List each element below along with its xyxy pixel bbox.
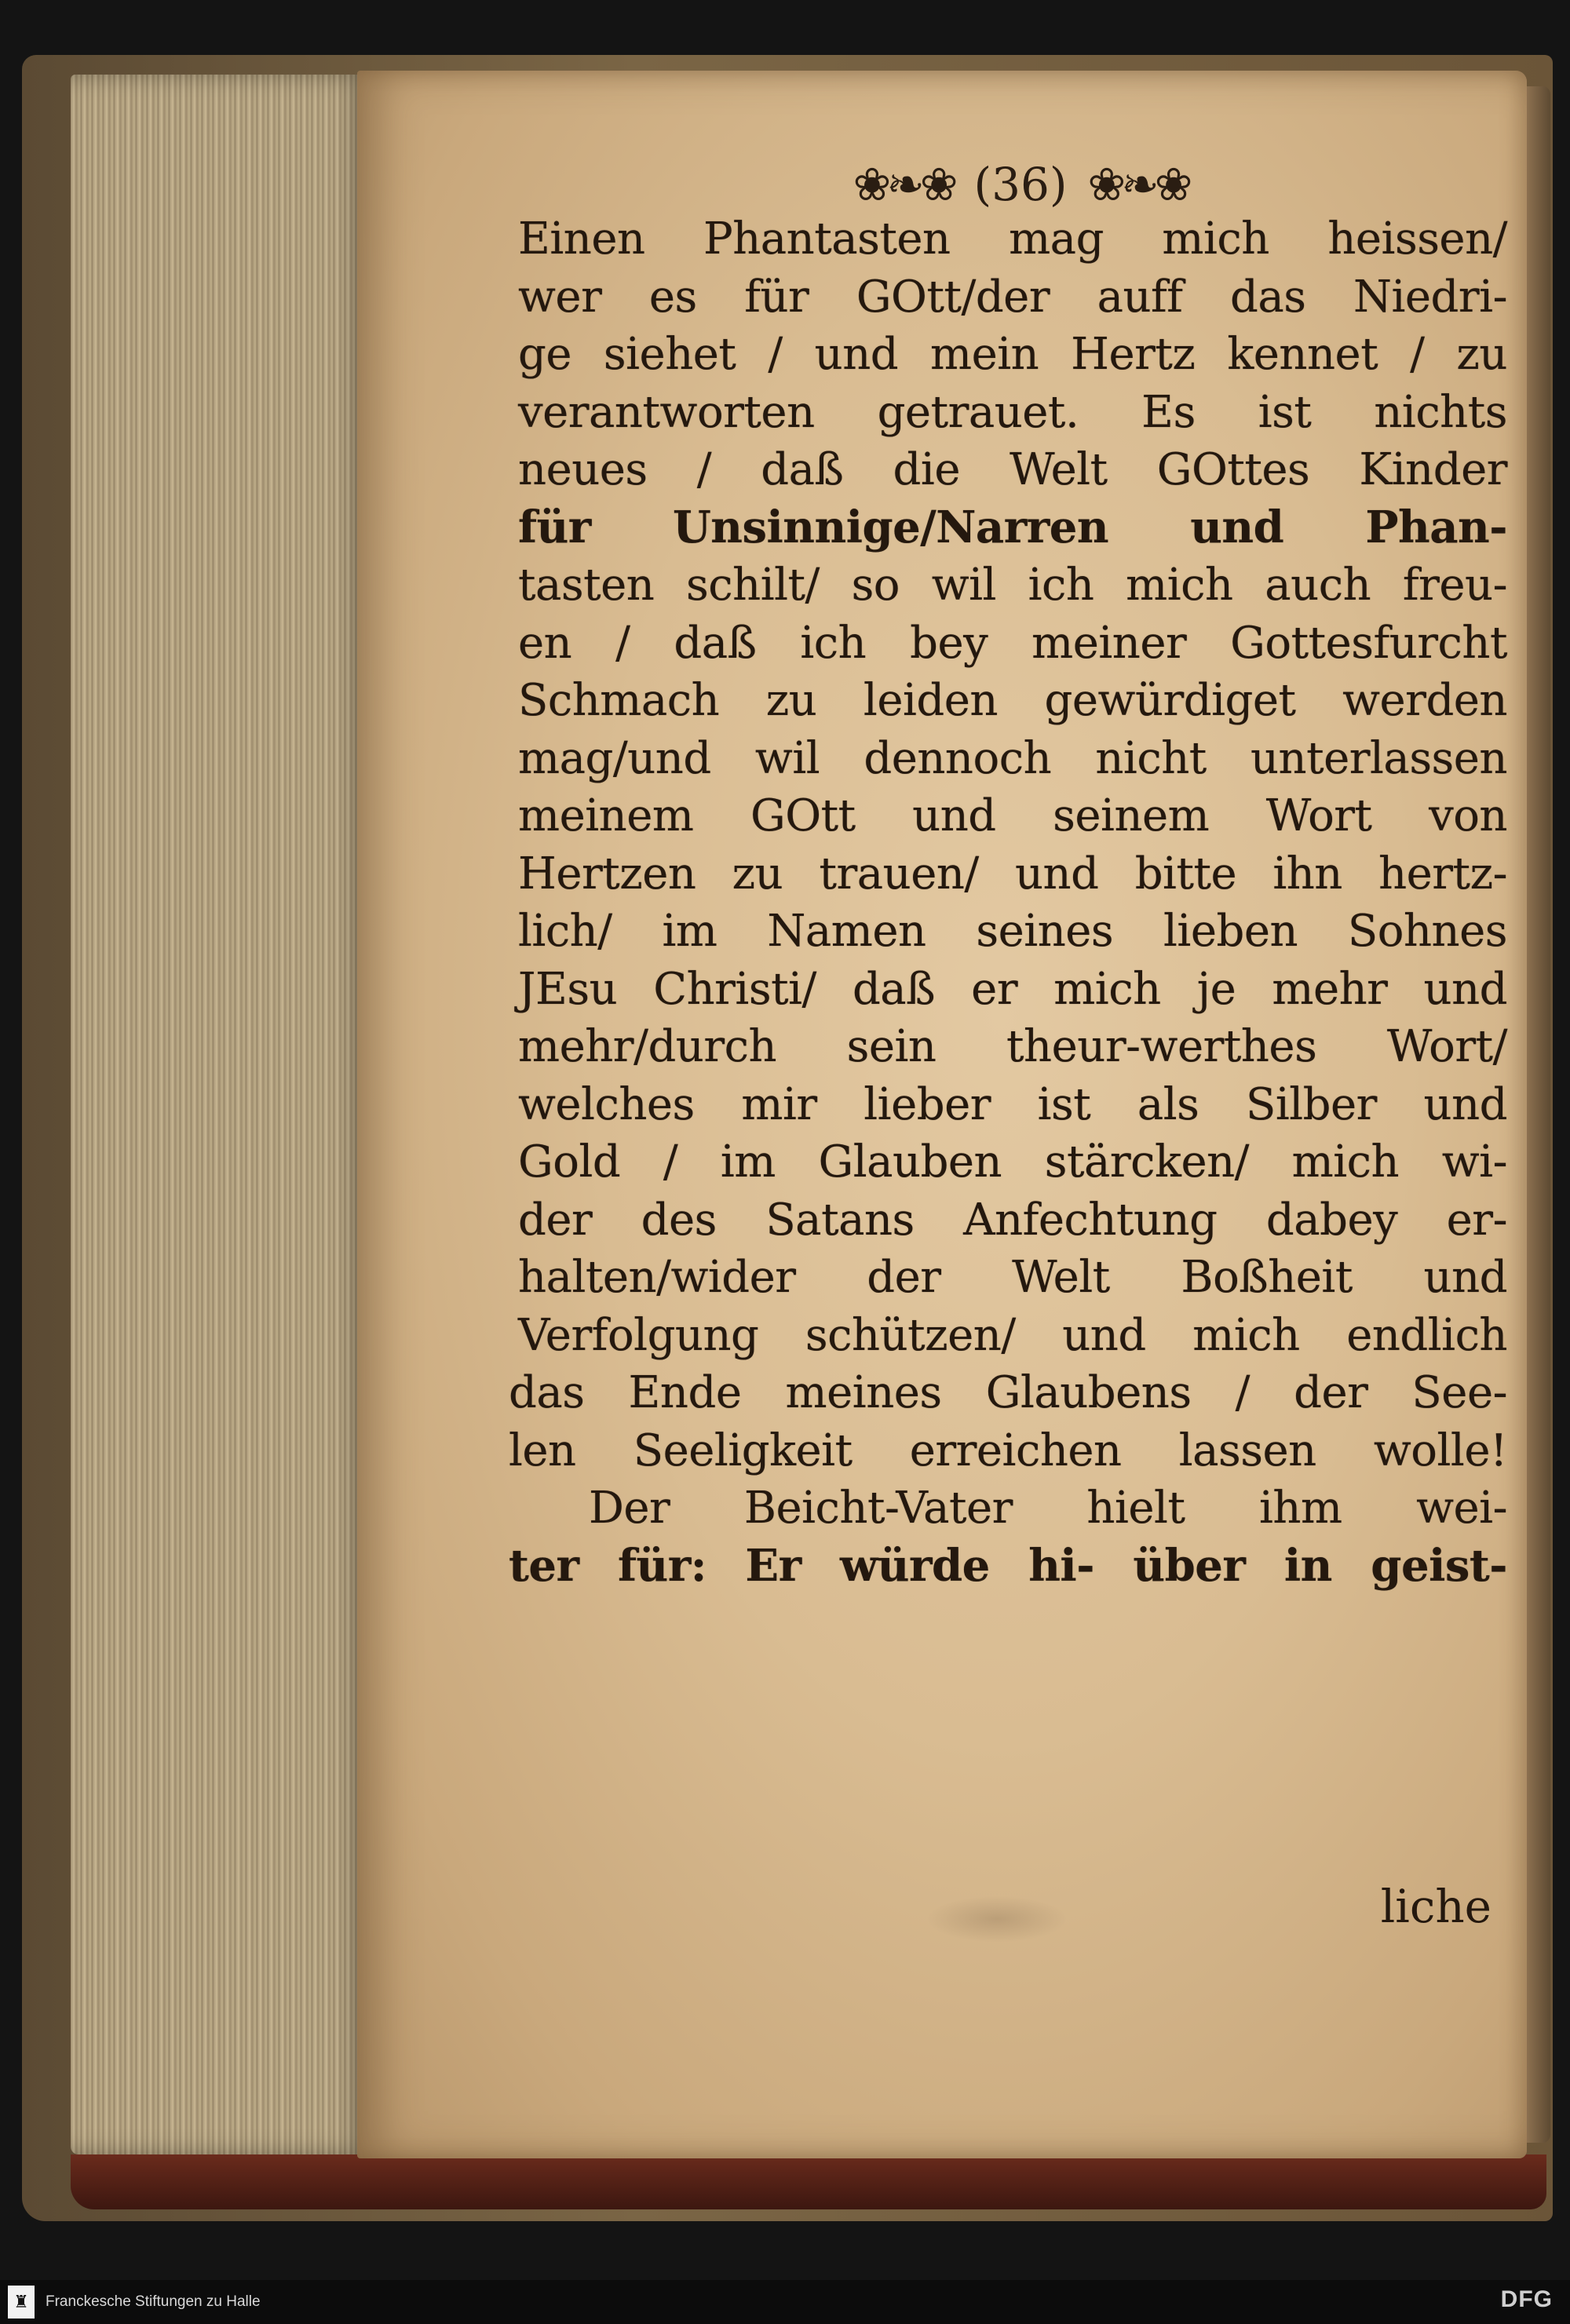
dfg-logo[interactable]: DFG bbox=[1500, 2286, 1553, 2312]
text-line: welches mir lieber ist als Silber und bbox=[518, 1078, 1507, 1130]
body-text bbox=[509, 210, 1507, 1595]
text-line: en / daß ich bey meiner Gottesfurcht bbox=[518, 617, 1507, 669]
page-number: (36) bbox=[973, 158, 1068, 211]
text-line: halten/wider der Welt Boßheit und bbox=[518, 1252, 1507, 1303]
text-line: tasten schilt/ so wil ich mich auch freu- bbox=[518, 560, 1507, 611]
page-right-edge bbox=[1527, 86, 1550, 2143]
text-line: Hertzen zu trauen/ und bitte ihn hertz- bbox=[518, 848, 1507, 899]
institution-logo-icon[interactable]: ♜ bbox=[8, 2286, 35, 2319]
text-line: ter für: Er würde hi- über in geist- bbox=[509, 1539, 1507, 1592]
text-line: für Unsinnige/Narren und Phan- bbox=[518, 501, 1507, 553]
text-line: JEsu Christi/ daß er mich je mehr und bbox=[518, 963, 1507, 1015]
text-line: das Ende meines Glaubens / der See- bbox=[509, 1367, 1507, 1418]
text-line: Der Beicht-Vater hielt ihm wei- bbox=[589, 1483, 1507, 1534]
text-line: meinem GOtt und seinem Wort von bbox=[518, 790, 1507, 841]
text-line: wer es für GOtt/der auff das Niedri- bbox=[518, 271, 1507, 323]
text-line: lich/ im Namen seines lieben Sohnes bbox=[518, 906, 1507, 957]
ornament-right-icon: ❀❧❀ bbox=[1087, 158, 1188, 211]
catchword: liche bbox=[1380, 1880, 1492, 1933]
text-line: Gold / im Glauben stärcken/ mich wi- bbox=[518, 1136, 1507, 1188]
text-line: neues / daß die Welt GOttes Kinder bbox=[518, 444, 1507, 495]
text-line: mehr/durch sein theur-werthes Wort/ bbox=[518, 1021, 1507, 1072]
text-line: Einen Phantasten mag mich heissen/ bbox=[518, 213, 1507, 265]
show-through-mark bbox=[926, 1895, 1068, 1943]
page-stack-edges bbox=[71, 75, 369, 2154]
running-header bbox=[832, 153, 1209, 216]
viewer-footer bbox=[0, 2280, 1570, 2324]
text-line: verantworten getrauet. Es ist nichts bbox=[518, 386, 1507, 438]
text-line: Verfolgung schützen/ und mich endlich bbox=[518, 1309, 1507, 1361]
text-line: len Seeligkeit erreichen lassen wolle! bbox=[509, 1425, 1507, 1476]
ornament-left-icon: ❀❧❀ bbox=[853, 158, 954, 211]
text-line: Schmach zu leiden gewürdiget werden bbox=[518, 675, 1507, 726]
text-line: ge siehet / und mein Hertz kennet / zu bbox=[518, 329, 1507, 380]
text-line: mag/und wil dennoch nicht unterlassen bbox=[518, 732, 1507, 784]
text-line: der des Satans Anfechtung dabey er- bbox=[518, 1194, 1507, 1246]
institution-name[interactable]: Franckesche Stiftungen zu Halle bbox=[46, 2293, 261, 2310]
book-cover-bottom-edge bbox=[71, 2154, 1546, 2209]
